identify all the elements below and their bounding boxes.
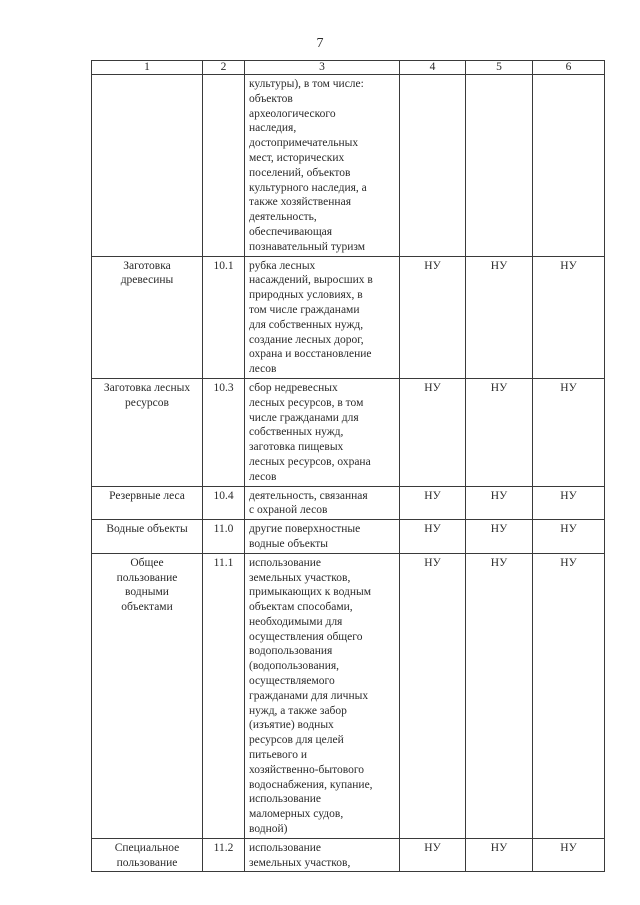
use-type-line: древесины bbox=[120, 274, 174, 287]
use-type-line: пользование bbox=[116, 571, 178, 584]
zone-6-cell bbox=[533, 75, 605, 257]
description-line: обеспечивающая bbox=[249, 225, 333, 238]
zone-5-cell: НУ bbox=[466, 256, 533, 378]
description-line: рубка лесных bbox=[249, 259, 316, 272]
description-line: питьевого и bbox=[249, 749, 307, 762]
description-line: с охраной лесов bbox=[249, 504, 328, 517]
zone-6-cell: НУ bbox=[533, 553, 605, 838]
code-cell: 11.2 bbox=[203, 838, 245, 872]
table-row bbox=[92, 553, 605, 838]
description-line: земельных участков, bbox=[249, 571, 351, 584]
description-line: (водопользования, bbox=[249, 660, 340, 673]
zone-5-cell: НУ bbox=[466, 378, 533, 486]
description-line: создание лесных дорог, bbox=[249, 333, 364, 346]
header-cell-3: 3 bbox=[245, 61, 400, 75]
zone-4-cell: НУ bbox=[400, 520, 466, 554]
zone-5-cell bbox=[466, 75, 533, 257]
description-line: осуществляемого bbox=[249, 675, 335, 688]
table-row bbox=[92, 486, 605, 520]
zone-5-cell: НУ bbox=[466, 838, 533, 872]
use-type-line: Резервные леса bbox=[109, 489, 185, 502]
description-line: поселений, объектов bbox=[249, 166, 351, 179]
zone-5-cell: НУ bbox=[466, 486, 533, 520]
header-cell-6: 6 bbox=[533, 61, 605, 75]
use-type-line: Специальное bbox=[114, 841, 180, 854]
header-cell-4: 4 bbox=[400, 61, 466, 75]
description-line: земельных участков, bbox=[249, 856, 351, 869]
description-line: культуры), в том числе: bbox=[249, 78, 364, 90]
zone-6-cell: НУ bbox=[533, 486, 605, 520]
description-line: использование bbox=[249, 556, 322, 569]
header-cell-1: 1 bbox=[92, 61, 203, 75]
description-line: сбор недревесных bbox=[249, 381, 338, 394]
header-cell-5: 5 bbox=[466, 61, 533, 75]
table-row bbox=[92, 75, 605, 257]
use-type-line: пользование bbox=[116, 856, 178, 869]
description-line: другие поверхностные bbox=[249, 523, 361, 536]
description-line: ресурсов для целей bbox=[249, 734, 344, 747]
description-line: деятельность, bbox=[249, 211, 317, 224]
use-type-line: Заготовка bbox=[123, 259, 171, 272]
zone-6-cell: НУ bbox=[533, 378, 605, 486]
table-row bbox=[92, 838, 605, 872]
zone-4-cell bbox=[400, 75, 466, 257]
code-cell: 11.1 bbox=[203, 553, 245, 838]
description-line: лесных ресурсов, охрана bbox=[249, 455, 371, 468]
use-type-cell bbox=[92, 838, 203, 872]
description-line: достопримечательных bbox=[249, 137, 359, 150]
description-line: охрана и восстановление bbox=[249, 348, 372, 361]
description-line: маломерных судов, bbox=[249, 808, 344, 821]
description-line: объектов bbox=[249, 92, 293, 105]
use-type-line: объектами bbox=[121, 601, 173, 614]
description-cell bbox=[245, 520, 400, 554]
table-container bbox=[91, 60, 604, 869]
description-line: использование bbox=[249, 793, 322, 806]
description-line: (изъятие) водных bbox=[249, 719, 334, 732]
zone-6-cell: НУ bbox=[533, 838, 605, 872]
zone-4-cell: НУ bbox=[400, 256, 466, 378]
header-cell-2: 2 bbox=[203, 61, 245, 75]
use-type-cell bbox=[92, 75, 203, 257]
code-cell: 11.0 bbox=[203, 520, 245, 554]
zone-5-cell: НУ bbox=[466, 520, 533, 554]
description-line: собственных нужд, bbox=[249, 426, 344, 439]
description-line: природных условиях, в bbox=[249, 289, 363, 302]
description-line: том числе гражданами bbox=[249, 303, 360, 316]
land-use-table bbox=[91, 60, 605, 872]
use-type-cell bbox=[92, 378, 203, 486]
use-type-line: Водные объекты bbox=[106, 523, 188, 536]
code-cell: 10.1 bbox=[203, 256, 245, 378]
description-line: осуществления общего bbox=[249, 630, 363, 643]
description-cell bbox=[245, 553, 400, 838]
description-line: познавательный туризм bbox=[249, 240, 365, 253]
description-line: также хозяйственная bbox=[249, 196, 351, 209]
description-line: для собственных нужд, bbox=[249, 318, 364, 331]
header-row bbox=[92, 61, 605, 75]
description-line: насаждений, выросших в bbox=[249, 274, 373, 287]
zone-6-cell: НУ bbox=[533, 256, 605, 378]
description-line: объектам способами, bbox=[249, 601, 353, 614]
use-type-line: Общее bbox=[130, 556, 164, 569]
description-cell bbox=[245, 486, 400, 520]
description-line: числе гражданами для bbox=[249, 411, 359, 424]
description-line: деятельность, связанная bbox=[249, 489, 368, 502]
description-line: лесных ресурсов, в том bbox=[249, 396, 364, 409]
code-cell: 10.3 bbox=[203, 378, 245, 486]
description-line: заготовка пищевых bbox=[249, 441, 344, 454]
zone-4-cell: НУ bbox=[400, 486, 466, 520]
description-cell bbox=[245, 256, 400, 378]
zone-4-cell: НУ bbox=[400, 553, 466, 838]
use-type-cell bbox=[92, 256, 203, 378]
description-line: использование bbox=[249, 841, 322, 854]
zone-6-cell: НУ bbox=[533, 520, 605, 554]
table-row bbox=[92, 520, 605, 554]
description-line: лесов bbox=[249, 363, 277, 376]
table-row bbox=[92, 256, 605, 378]
use-type-cell bbox=[92, 486, 203, 520]
description-cell bbox=[245, 838, 400, 872]
description-line: водоснабжения, купание, bbox=[249, 778, 373, 791]
description-line: нужд, а также забор bbox=[249, 704, 347, 717]
description-line: мест, исторических bbox=[249, 151, 345, 164]
table-row bbox=[92, 378, 605, 486]
description-line: водной) bbox=[249, 823, 288, 836]
zone-4-cell: НУ bbox=[400, 838, 466, 872]
use-type-cell bbox=[92, 553, 203, 838]
description-line: необходимыми для bbox=[249, 615, 343, 628]
code-cell: 10.4 bbox=[203, 486, 245, 520]
description-line: хозяйственно-бытового bbox=[249, 763, 365, 776]
use-type-line: водными bbox=[125, 586, 169, 599]
description-cell bbox=[245, 75, 400, 257]
description-cell bbox=[245, 378, 400, 486]
description-line: лесов bbox=[249, 470, 277, 483]
description-line: водопользования bbox=[249, 645, 333, 658]
use-type-line: ресурсов bbox=[125, 396, 169, 409]
description-line: наследия, bbox=[249, 122, 297, 135]
code-cell bbox=[203, 75, 245, 257]
use-type-line: Заготовка лесных bbox=[103, 381, 191, 394]
description-line: археологического bbox=[249, 107, 336, 120]
page-number: 7 bbox=[316, 36, 324, 51]
description-line: водные объекты bbox=[249, 537, 329, 550]
zone-5-cell: НУ bbox=[466, 553, 533, 838]
description-line: культурного наследия, а bbox=[249, 181, 367, 194]
zone-4-cell: НУ bbox=[400, 378, 466, 486]
description-line: примыкающих к водным bbox=[249, 586, 372, 599]
description-line: гражданами для личных bbox=[249, 689, 369, 702]
use-type-cell bbox=[92, 520, 203, 554]
